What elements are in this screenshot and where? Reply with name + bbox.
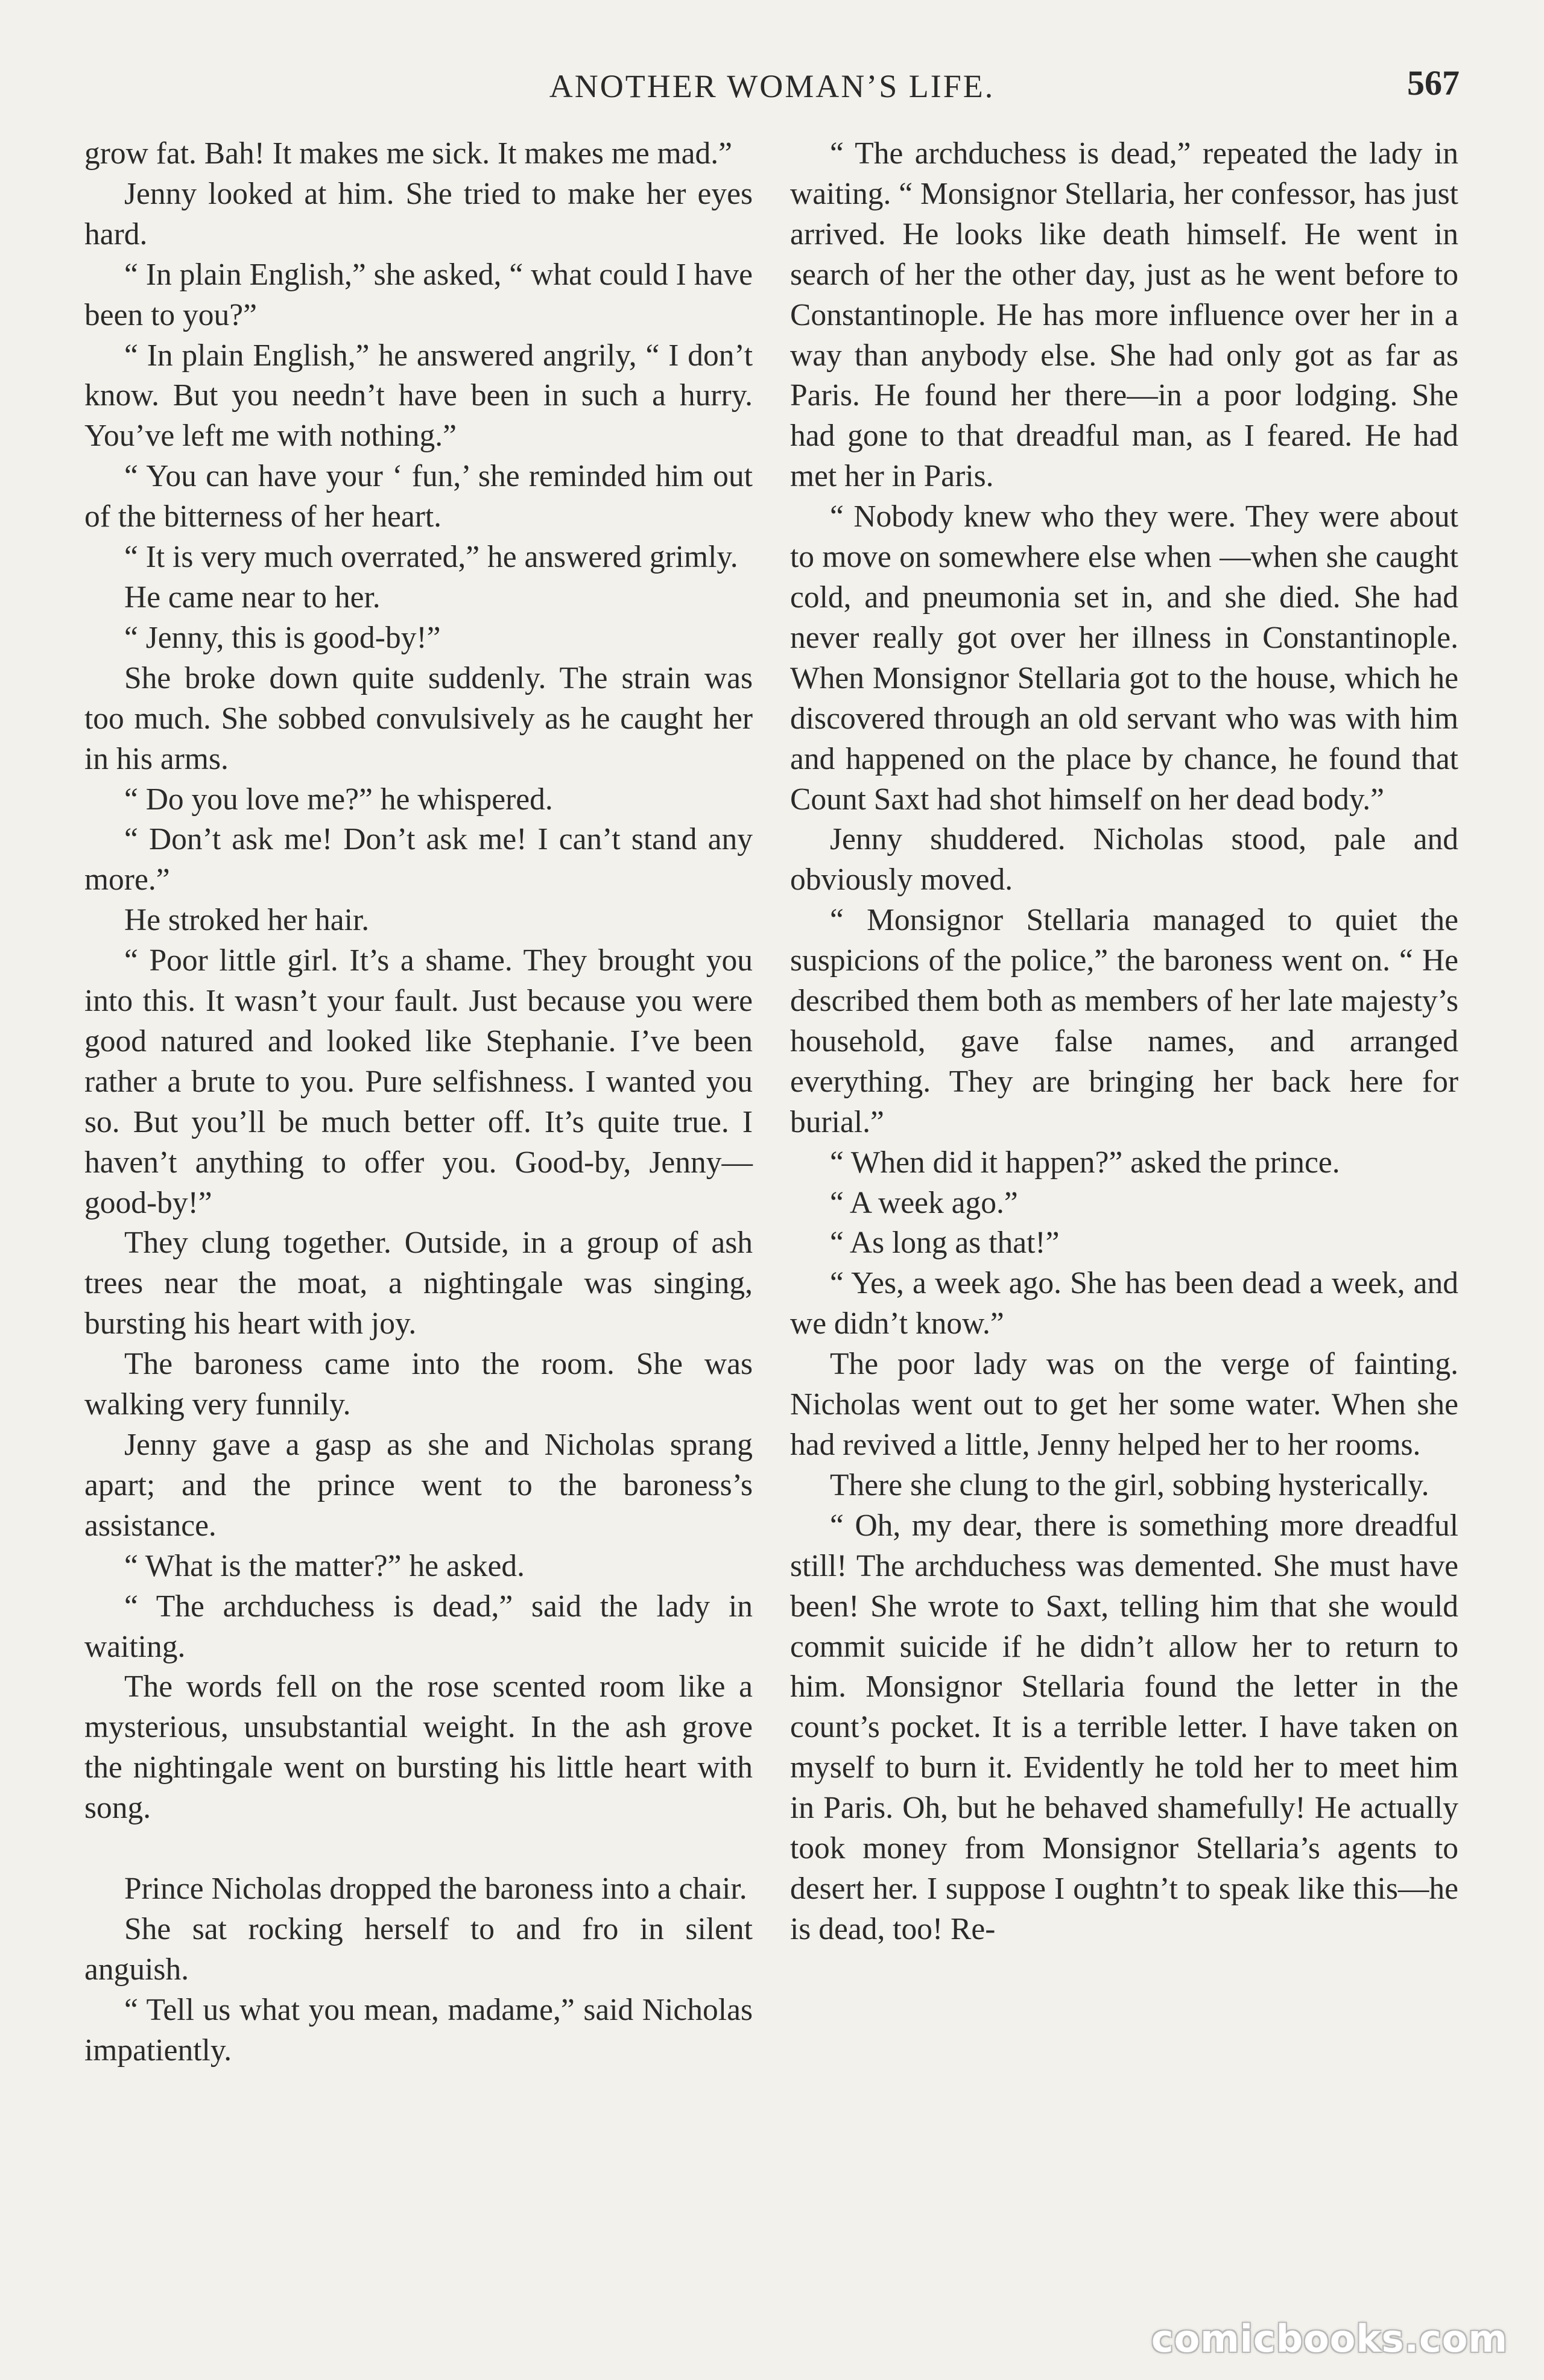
paragraph: “ It is very much overrated,” he answered grimly.	[124, 540, 738, 575]
page-header	[84, 63, 1460, 111]
paragraph: He stroked her hair.	[124, 903, 370, 938]
page-number: 567	[1407, 63, 1460, 103]
paragraph: “ Do you love me?” he whispered.	[124, 782, 553, 817]
paragraph: “ When did it happen?” asked the prince.	[830, 1145, 1340, 1180]
paragraph: Prince Nicholas dropped the baroness into a chair.	[124, 1871, 747, 1906]
paragraph: “ As long as that!”	[830, 1226, 1060, 1261]
paragraph: “ A week ago.”	[830, 1185, 1018, 1220]
paragraph: Jenny shuddered. Nicholas stood, pale and obviously moved.	[790, 822, 1458, 897]
paragraph: He came near to her.	[124, 580, 381, 615]
paragraph: “ In plain English,” he answered angrily, “ I don’t know. But you needn’t have been in such a hurry. You’ve left me with nothing.”	[84, 338, 753, 454]
right-column	[790, 134, 1458, 1950]
paragraph: “ The archduchess is dead,” repeated the lady in waiting. “ Monsignor Stellaria, her confessor, has just arrived. He looks like death himself. He went in search of her the other day, just as he went before to Constantinople. He has more influence over her in a way than anybody else. She had only got as far as Paris. He found her there—in a poor lodging. She had gone to that dreadful man, as I feared. He had met her in Paris.	[790, 136, 1458, 494]
paragraph: “ Oh, my dear, there is something more dreadful still! The archduchess was demented. She must have been! She wrote to Saxt, telling him that she would commit suicide if he didn’t allow her to return to him. Monsignor Stellaria found the letter in the count’s pocket. It is a terrible letter. I have taken on myself to burn it. Evidently he told her to meet him in Paris. Oh, but he behaved shamefully! He actually took money from Monsignor Stellaria’s agents to desert her. I suppose I oughtn’t to speak like this—he is dead, too! Re-	[790, 1508, 1458, 1946]
paragraph: “ Poor little girl. It’s a shame. They brought you into this. It wasn’t your fault. Just because you were good natured and looked like Stephanie. I’ve been rather a brute to you. Pure selfishness. I wanted you so. But you’ll be much better off. It’s quite true. I haven’t anything to offer you. Good-by, Jenny—good-by!”	[84, 943, 753, 1220]
paragraph: They clung together. Outside, in a group of ash trees near the moat, a nightingale was singing, bursting his heart with joy.	[84, 1226, 753, 1341]
paragraph: “ You can have your ‘ fun,’ she reminded him out of the bitterness of her heart.	[84, 459, 753, 534]
paragraph: “ Yes, a week ago. She has been dead a week, and we didn’t know.”	[790, 1266, 1458, 1341]
running-title: ANOTHER WOMAN’S LIFE.	[549, 68, 995, 104]
paragraph: The baroness came into the room. She was walking very funnily.	[84, 1347, 753, 1422]
paragraph: “ In plain English,” she asked, “ what could I have been to you?”	[84, 257, 753, 332]
paragraph: “ The archduchess is dead,” said the lady in waiting.	[84, 1589, 753, 1664]
paragraph: Jenny gave a gasp as she and Nicholas sprang apart; and the prince went to the baroness’s assistance.	[84, 1428, 753, 1543]
paragraph: “ Monsignor Stellaria managed to quiet the suspicions of the police,” the baroness went on. “ He described them both as members of her late majesty’s household, gave false names, and arranged everything. They are bringing her back here for burial.”	[790, 903, 1458, 1139]
paragraph: The words fell on the rose scented room like a mysterious, unsubstantial weight. In the ash grove the nightingale went on bursting his little heart with song.	[84, 1669, 753, 1826]
paragraph: “ Nobody knew who they were. They were about to move on somewhere else when —when she caught cold, and pneumonia set in, and she died. She had never really got over her illness in Constantinople. When Monsignor Stellaria got to the house, which he discovered through an old servant who was with him and happened on the place by chance, he found that Count Saxt had shot himself on her dead body.”	[790, 499, 1458, 817]
paragraph: The poor lady was on the verge of fainting. Nicholas went out to get her some water. When she had revived a little, Jenny helped her to her rooms.	[790, 1347, 1458, 1462]
paragraph: “ What is the matter?” he asked.	[124, 1548, 525, 1583]
paragraph: “ Tell us what you mean, madame,” said Nicholas impatiently.	[84, 1992, 753, 2068]
paragraph: Jenny looked at him. She tried to make her eyes hard.	[84, 176, 753, 252]
paragraph: grow fat. Bah! It makes me sick. It makes me mad.”	[84, 136, 733, 171]
paragraph: “ Jenny, this is good-by!”	[124, 620, 441, 655]
paragraph: She sat rocking herself to and fro in silent anguish.	[84, 1911, 753, 1987]
left-column	[84, 134, 753, 2071]
paragraph: “ Don’t ask me! Don’t ask me! I can’t stand any more.”	[84, 822, 753, 897]
watermark: comicbooks.com	[1151, 2317, 1508, 2361]
paragraph: There she clung to the girl, sobbing hysterically.	[830, 1467, 1429, 1502]
paragraph: She broke down quite suddenly. The strain was too much. She sobbed convulsively as he caught her in his arms.	[84, 660, 753, 776]
